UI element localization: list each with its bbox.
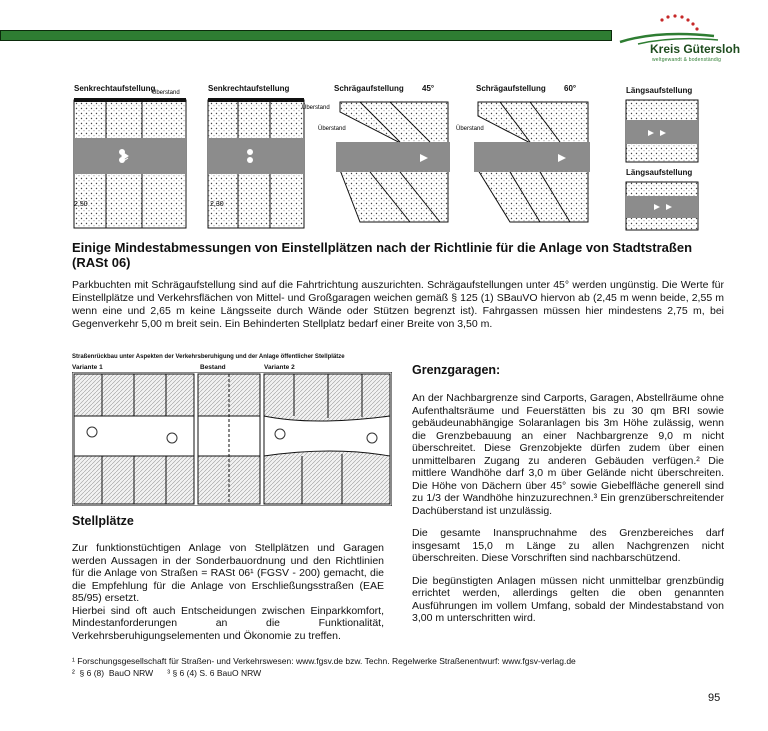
figure-label-senkrecht-2: Senkrechtaufstellung xyxy=(208,84,290,93)
figure-label-laengs-1: Längsaufstellung xyxy=(626,86,693,95)
svg-text:Überstand: Überstand xyxy=(318,126,346,132)
parking-dimensions-figure xyxy=(70,82,700,234)
plan-figure-title: Straßenrückbau unter Aspekten der Verkehrsberuhigung und der Anlage öffentlicher Stellplätze xyxy=(72,354,345,360)
header-bar xyxy=(0,30,612,41)
street-plan-figure xyxy=(72,372,392,506)
grenzgaragen-heading: Grenzgaragen: xyxy=(412,363,501,377)
left-column-text xyxy=(72,542,384,642)
svg-text:2,30: 2,30 xyxy=(210,201,224,208)
panel-senkrecht-1 xyxy=(74,89,186,228)
figure-label-laengs-2: Längsaufstellung xyxy=(626,168,693,177)
footnote-2: ² § 6 (8) BauO NRW ³ § 6 (4) S. 6 BauO NRW xyxy=(72,668,262,678)
angle-45-label: 45° xyxy=(422,84,435,93)
kreis-guetersloh-logo xyxy=(618,12,758,64)
stellplaetze-heading: Stellplätze xyxy=(72,514,134,528)
main-heading-block xyxy=(72,240,702,270)
main-heading: Einige Mindestabmessungen von Einstellplätzen nach der Richtlinie für die Anlage von Stadtstraßen (RASt 06) xyxy=(72,240,693,270)
panel-senkrecht-2 xyxy=(208,100,330,228)
plan-variant-1-label: Variante 1 xyxy=(72,364,103,371)
panel-schraeg-45 xyxy=(318,102,450,222)
grenzgaragen-paragraph-2: Die gesamte Inanspruchnahme des Grenzbereiches darf insgesamt 15,0 m Länge zu allen Nachgrenzen nicht überschreiten. Diese Vorschriften sind nachbarschützend. xyxy=(412,527,724,564)
grenzgaragen-paragraph-3: Die begünstigten Anlagen müssen nicht unmittelbar grenzbündig errichtet werden, allerdings gelten die oben genannten Ausführungen im vollem Umfang, sobald der Mindestabstand von 3,00 m unterschritten wird. xyxy=(412,574,724,624)
right-column-text xyxy=(412,392,724,635)
page-number: 95 xyxy=(708,692,721,704)
panel-laengs xyxy=(626,100,698,230)
plan-bestand-label: Bestand xyxy=(200,364,226,371)
plan-variant-2-label: Variante 2 xyxy=(264,364,295,371)
logo-tagline: weltgewandt & bodenständig xyxy=(652,57,722,63)
svg-text:2,50: 2,50 xyxy=(74,201,88,208)
footnote-1: ¹ Forschungsgesellschaft für Straßen- und Verkehrswesen: www.fgsv.de bzw. Techn. Regelwerke Straßenentwurf: www.fgsv-verlag.de xyxy=(72,656,576,666)
panel-schraeg-60 xyxy=(456,102,590,222)
svg-text:Überstand: Überstand xyxy=(456,126,484,132)
logo-name: Kreis Gütersloh xyxy=(650,42,741,56)
main-paragraph: Parkbuchten mit Schrägaufstellung sind auf die Fahrtrichtung auszurichten. Schrägaufstellungen unter 45° werden ungünstig. Die Werte für Einstellplätze und Verkehrsflächen von Mittel- und Großgaragen weichen gemäß § 125 (1) SBauVO hiervon ab (2,45 m wenn beide, 2,55 m wenn eine und 2,65 m keine Längsseite durch Wände oder Stützen begrenzt ist). Fahrgassen müssen hier mindestens 2,75 m, bei Gegenverkehr 5,00 m breit sein. Ein Behinderten Stellplatz bedarf einer Breite von 3,50 m. xyxy=(72,279,724,330)
grenzgaragen-paragraph-1: An der Nachbargrenze sind Carports, Garagen, Abstellräume ohne Aufenthaltsräume und Feuerstätten bis zu 30 qm BRI sowie gebäudeunabhängige Solaranlagen bis 3m Höhe zulässig, wenn die Grenzbebauung an einer Nachbargrenze 9,0 m nicht überschreitet. Diese Grenzobjekte dürfen zudem über einen unmittelbaren Zugang zu anderen Gebäuden verfügen.² Die mittlere Wandhöhe darf 3,0 m über Gelände nicht überschreiten. Die Höhe von Dächern über 45° sowie Giebelfläche generell sind zu 1/3 der Wandhöhe hinzuzurechnen.³ Ein grenzüberschreitender Dachüberstand ist unzulässig. xyxy=(412,392,724,517)
figure-label-senkrecht-1: Senkrechtaufstellung xyxy=(74,84,156,93)
figure-label-schraeg-60: Schrägaufstellung xyxy=(476,84,546,93)
stellplaetze-paragraph-1: Zur funktionstüchtigen Anlage von Stellplätzen und Garagen werden Aussagen in der Sonderbauordnung und den Richtlinien für die Anlage von Straßen = RASt 06¹ (FGSV - 200) gemacht, die die Empfehlung für die Anlage von Erschließungsstraßen (EAE 85/95) ersetzt. xyxy=(72,542,384,604)
angle-60-label: 60° xyxy=(564,84,577,93)
stellplaetze-paragraph-2: Hierbei sind oft auch Entscheidungen zwischen Einparkkomfort, Mindestanforderungen an die Funktionalität, Verkehrsberuhigungselementen und Ökonomie zu treffen. xyxy=(72,604,384,642)
figure-label-schraeg-45: Schrägaufstellung xyxy=(334,84,404,93)
svg-text:Überstand: Überstand xyxy=(152,90,180,96)
svg-text:Überstand: Überstand xyxy=(302,105,330,111)
